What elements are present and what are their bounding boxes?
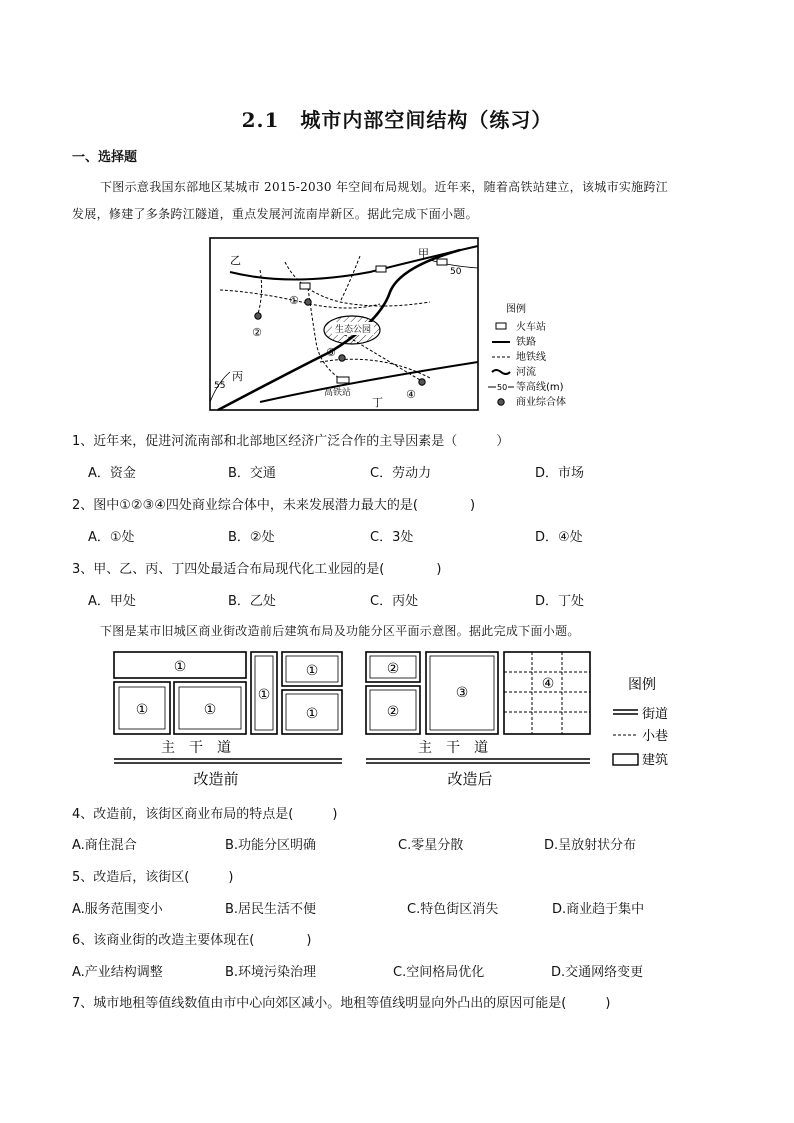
commercial-complex-icon <box>419 379 425 385</box>
question-4-stem: 4、改造前，该街区商业布局的特点是( ) <box>72 807 338 822</box>
intro-paragraph-2: 下图是某市旧城区商业街改造前后建筑布局及功能分区平面示意图。据此完成下面小题。 <box>100 624 580 638</box>
caption-after: 改造后 <box>447 770 493 788</box>
legend-metro: 地铁线 <box>516 352 546 363</box>
intro-paragraph-line2: 发展，修建了多条跨江隧道，重点发展河流南岸新区。据此完成下面小题。 <box>72 207 478 221</box>
q6-option-c: C.空间格局优化 <box>393 965 485 980</box>
q4-option-a: A.商住混合 <box>72 838 137 853</box>
q3-option-d: D．丁处 <box>535 594 585 609</box>
marker-after-2: ② <box>386 704 400 720</box>
q2-option-b: B．②处 <box>228 530 275 545</box>
legend-commercial-icon <box>498 399 504 405</box>
legend-river: 河流 <box>516 367 536 378</box>
commercial-complex-icon <box>339 355 345 361</box>
commercial-complex-icon <box>305 299 311 305</box>
q2-option-d: D．④处 <box>535 530 583 545</box>
marker-after-4: ④ <box>541 676 555 692</box>
label-m1: ① <box>289 294 299 307</box>
railway-south <box>260 362 478 402</box>
question-3-stem: 3、甲、乙、丙、丁四处最适合布局现代化工业园的是( ) <box>72 562 442 577</box>
legend-station: 火车站 <box>516 322 546 333</box>
road-label-before: 主 干 道 <box>161 740 231 756</box>
q4-option-c: C.零星分散 <box>398 838 464 853</box>
label-ding: 丁 <box>372 396 383 409</box>
q3-option-a: A．甲处 <box>88 594 136 609</box>
train-station-icon <box>376 266 386 272</box>
q2-option-c: C．3处 <box>370 530 414 545</box>
q4-option-b: B.功能分区明确 <box>225 838 317 853</box>
legend-contour: 等高线(m) <box>516 382 564 393</box>
road-label-after: 主 干 道 <box>418 740 488 756</box>
q5-option-c: C.特色街区消失 <box>407 902 499 917</box>
label-yi: 乙 <box>230 254 241 267</box>
high-speed-station-icon <box>337 377 349 383</box>
q5-option-b: B.居民生活不便 <box>225 902 317 917</box>
legend-street: 街道 <box>642 707 669 722</box>
label-contour-55: 55 <box>214 381 226 391</box>
marker-before-1: ① <box>203 702 217 718</box>
marker-after-2: ② <box>386 661 400 677</box>
question-7-stem: 7、城市地租等值线数值由市中心向郊区减小。地租等值线明显向外凸出的原因可能是( ) <box>72 996 611 1011</box>
marker-after-3: ③ <box>455 685 469 701</box>
street-legend-title: 图例 <box>628 677 656 693</box>
caption-before: 改造前 <box>193 770 239 788</box>
q2-option-a: A．①处 <box>88 530 135 545</box>
train-station-icon <box>437 259 447 265</box>
legend-alley: 小巷 <box>642 729 669 744</box>
legend-river-icon <box>492 370 510 374</box>
label-m3: ③ <box>326 346 336 359</box>
marker-before-1: ① <box>257 687 271 703</box>
q3-option-b: B．乙处 <box>228 594 276 609</box>
question-1-stem: 1、近年来，促进河流南部和北部地区经济广泛合作的主导因素是（ ） <box>72 434 510 449</box>
question-6-stem: 6、该商业街的改造主要体现在( ) <box>72 933 312 948</box>
intro-paragraph-line1: 下图示意我国东部地区某城市 2015-2030 年空间布局规划。近年来，随着高铁站建立，该城市实施跨江 <box>100 180 669 194</box>
street-redevelopment-diagram <box>108 648 698 793</box>
city-layout-map <box>200 232 600 417</box>
legend-building: 建筑 <box>642 753 669 768</box>
q5-option-d: D.商业趋于集中 <box>552 902 645 917</box>
marker-before-1: ① <box>173 659 187 675</box>
marker-before-1: ① <box>305 663 319 679</box>
q1-option-c: C．劳动力 <box>370 466 432 481</box>
label-bing: 丙 <box>232 370 243 383</box>
park-label: 生态公园 <box>334 325 372 335</box>
label-jia: 甲 <box>418 247 429 260</box>
q4-option-d: D.呈放射状分布 <box>544 838 637 853</box>
q6-option-b: B.环境污染治理 <box>225 965 317 980</box>
marker-before-1: ① <box>135 702 149 718</box>
label-m2: ② <box>252 326 262 339</box>
train-station-icon <box>300 283 310 289</box>
marker-before-1: ① <box>305 706 319 722</box>
legend-railway: 铁路 <box>516 337 536 348</box>
legend-station-icon <box>496 323 506 329</box>
label-contour-50: 50 <box>450 267 462 277</box>
q3-option-c: C．丙处 <box>370 594 419 609</box>
q1-option-b: B．交通 <box>228 466 276 481</box>
page-title: 2.1 城市内部空间结构（练习） <box>241 108 553 132</box>
q5-option-a: A.服务范围变小 <box>72 902 163 917</box>
map-legend-title: 图例 <box>506 304 526 315</box>
q6-option-a: A.产业结构调整 <box>72 965 163 980</box>
q6-option-d: D.交通网络变更 <box>551 965 644 980</box>
section-heading: 一、选择题 <box>72 150 138 165</box>
metro-lines <box>220 256 430 382</box>
commercial-complex-icon <box>255 313 261 319</box>
question-5-stem: 5、改造后，该街区( ) <box>72 870 234 885</box>
legend-contour-value: 50 <box>497 383 508 392</box>
question-2-stem: 2、图中①②③④四处商业综合体中，未来发展潜力最大的是( ) <box>72 498 476 513</box>
legend-commercial: 商业综合体 <box>516 397 566 408</box>
q1-option-d: D．市场 <box>535 466 585 481</box>
label-m4: ④ <box>406 388 416 401</box>
building-after-market <box>504 652 590 734</box>
q1-option-a: A．资金 <box>88 466 136 481</box>
label-hsr: 高铁站 <box>324 388 352 398</box>
